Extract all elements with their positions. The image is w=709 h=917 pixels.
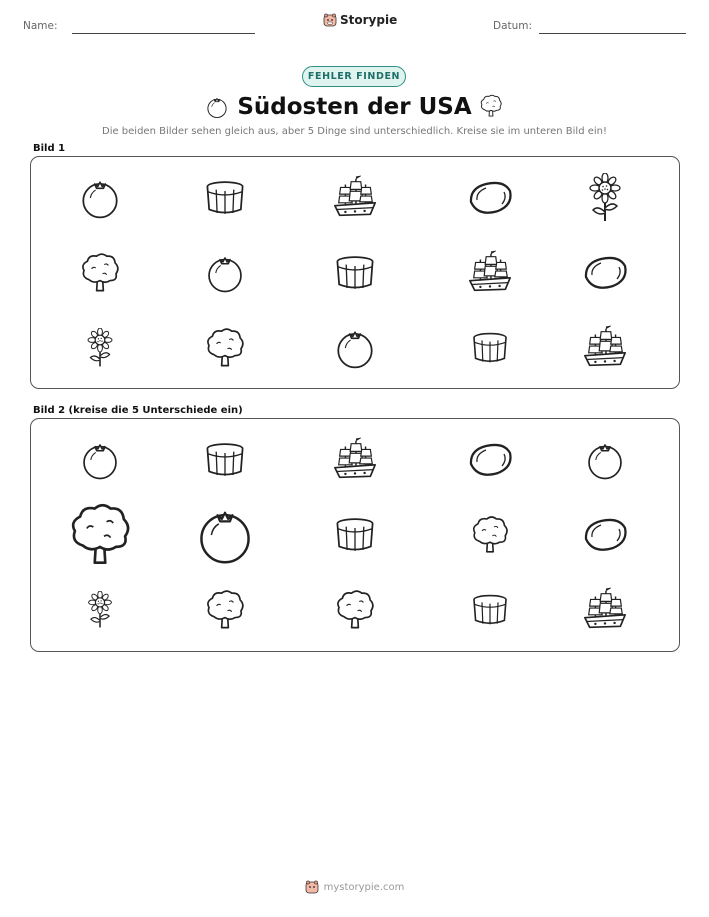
ship-icon (581, 324, 629, 372)
brand-name: Storypie (340, 13, 398, 27)
orange-icon (78, 176, 122, 220)
orange-icon[interactable] (79, 439, 121, 481)
date-line[interactable] (539, 33, 686, 34)
ship-icon[interactable] (581, 586, 629, 634)
tree-icon[interactable] (67, 502, 133, 568)
orange-icon (204, 252, 246, 294)
footer (0, 880, 709, 894)
orange-icon[interactable] (584, 439, 626, 481)
potato-icon[interactable] (465, 435, 515, 485)
drum-icon (333, 251, 377, 295)
sunflower-icon (80, 328, 120, 368)
picture-1-panel (30, 156, 680, 389)
drum-icon[interactable] (203, 438, 247, 482)
sunflower-icon (580, 173, 630, 223)
brand-logo (323, 13, 397, 27)
drum-icon (203, 176, 247, 220)
date-label: Datum: (493, 20, 533, 32)
drum-icon[interactable] (333, 513, 377, 557)
sunflower-icon[interactable] (81, 591, 119, 629)
potato-icon (580, 248, 630, 298)
name-label: Name: (23, 20, 58, 32)
drum-icon[interactable] (470, 590, 510, 630)
ship-icon[interactable] (331, 436, 379, 484)
picture-2-panel (30, 418, 680, 652)
instructions: Die beiden Bilder sehen gleich aus, aber 5 Dinge sind unterschiedlich. Kreise sie im unteren Bild ein! (102, 126, 607, 137)
tree-icon[interactable] (204, 589, 246, 631)
worksheet-type-badge: FEHLER FINDEN (302, 66, 406, 87)
name-line[interactable] (72, 33, 255, 34)
potato-icon (465, 173, 515, 223)
potato-icon[interactable] (580, 510, 630, 560)
orange-icon (333, 326, 377, 370)
tree-icon (79, 252, 121, 294)
storypie-mascot-icon (305, 880, 319, 894)
tree-icon (204, 327, 246, 369)
tree-icon[interactable] (334, 589, 376, 631)
ship-icon (466, 249, 514, 297)
orange-icon[interactable] (194, 504, 256, 566)
footer-url[interactable]: mystorypie.com (323, 881, 405, 893)
picture-2-label: Bild 2 (kreise die 5 Unterschiede ein) (33, 405, 243, 416)
drum-icon (470, 328, 510, 368)
tree-icon (479, 93, 503, 119)
storypie-mascot-icon (323, 13, 337, 27)
page-title: Südosten der USA (237, 94, 472, 120)
tree-icon[interactable] (470, 515, 510, 555)
ship-icon (331, 174, 379, 222)
picture-1-label: Bild 1 (33, 143, 66, 154)
